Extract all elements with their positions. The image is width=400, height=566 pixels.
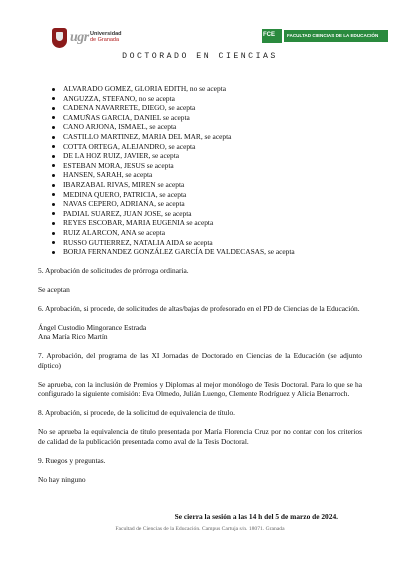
item-6-name: Ángel Custodio Mingorance Estrada (38, 322, 147, 332)
item-6-title: 6. Aprobación, si procede, de solicitudes de altas/bajas de profesorado en el PD de Ciencias de la Educación. (38, 303, 360, 313)
faculty-banner: FACULTAD CIENCIAS DE LA EDUCACIÓN (284, 30, 388, 42)
list-item: ESTEBAN MORA, JESUS se acepta (38, 161, 362, 171)
list-item: PADIAL SUAREZ, JUAN JOSE, se acepta (38, 209, 362, 219)
list-item: MEDINA QUERO, PATRICIA, se acepta (38, 190, 362, 200)
page-header (0, 0, 400, 70)
list-item: ANGUZZA, STEFANO, no se acepta (38, 94, 362, 104)
item-9-result: No hay ninguno (38, 474, 86, 484)
item-7-result: Se aprueba, con la inclusión de Premios y Diplomas al mejor monólogo de Tesis Doctoral. Para lo que se ha configurado la siguiente comisión: Eva Olmedo, Julián Luengo, Clemente Rodríguez y Alicia Benarroch. (38, 379, 362, 399)
university-name-line: Universidad (90, 31, 122, 37)
list-item: REYES ESCOBAR, MARIA EUGENIA se acepta (38, 218, 362, 228)
session-closing: Se cierra la sesión a las 14 h del 5 de marzo de 2024. (174, 512, 338, 521)
university-logo-mark: ugr (70, 30, 89, 45)
item-5-result: Se aceptan (38, 284, 70, 294)
list-item: NAVAS CEPERO, ADRIANA, se acepta (38, 199, 362, 209)
item-8-title: 8. Aprobación, si procede, de la solicitud de equivalencia de título. (38, 408, 236, 418)
list-item: IBARZABAL RIVAS, MIREN se acepta (38, 180, 362, 190)
list-item: DE LA HOZ RUIZ, JAVIER, se acepta (38, 151, 362, 161)
item-6-names (38, 323, 362, 342)
university-name (90, 31, 121, 43)
list-item: RUSSO GUTIERREZ, NATALIA AIDA se acepta (38, 238, 362, 248)
list-item: HANSEN, SARAH, se acepta (38, 170, 362, 180)
list-item: CADENA NAVARRETE, DIEGO, se acepta (38, 103, 362, 113)
list-item: CANO ARJONA, ISMAEL, se acepta (38, 122, 362, 132)
faculty-logo-icon (262, 29, 282, 43)
program-title: DOCTORADO EN CIENCIAS (122, 52, 278, 61)
list-item: CAMUÑAS GARCIA, DANIEL se acepta (38, 113, 362, 123)
list-item: ALVARADO GOMEZ, GLORIA EDITH, no se acepta (38, 84, 362, 94)
page-footer: Facultad de Ciencias de la Educación. Campus Cartuja s/n. 18071. Granada (115, 526, 285, 532)
university-seal-icon (52, 28, 67, 48)
university-city-line: de Granada (90, 37, 120, 43)
list-item: COTTA ORTEGA, ALEJANDRO, se acepta (38, 142, 362, 152)
item-9-title: 9. Ruegos y preguntas. (38, 455, 106, 465)
item-6-name: Ana María Rico Martín (38, 332, 108, 342)
item-8-result: No se aprueba la equivalencia de título presentada por María Florencia Cruz por no contar con los criterios de calidad de la publicación presentada como aval de la Tesis Doctoral. (38, 427, 362, 446)
item-7-title: 7. Aprobación, del programa de las XI Jornadas de Doctorado en Ciencias de la Educación (se adjunto díptico) (38, 351, 362, 370)
list-item: CASTILLO MARTINEZ, MARIA DEL MAR, se acepta (38, 132, 362, 142)
candidate-list (38, 84, 362, 257)
list-item: RUIZ ALARCON, ANA se acepta (38, 228, 362, 238)
list-item: BORJA FERNANDEZ GONZÁLEZ GARCÍA DE VALDECASAS, se acepta (38, 247, 362, 257)
item-5-title: 5. Aprobación de solicitudes de prórroga ordinaria. (38, 265, 189, 275)
document-body (38, 84, 362, 494)
